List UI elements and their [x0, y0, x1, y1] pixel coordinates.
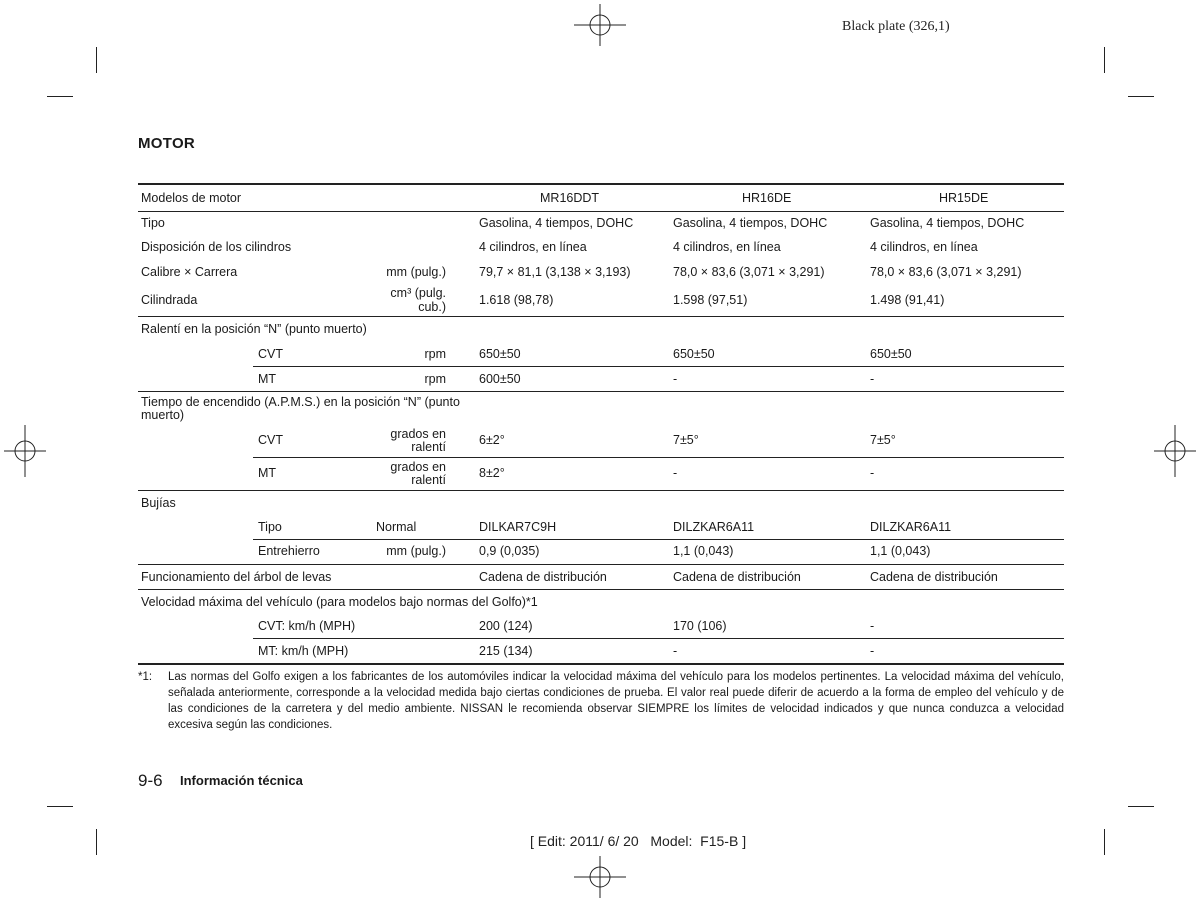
table-cell: DILZKAR6A11 — [673, 520, 755, 534]
unit-label: grados en — [390, 427, 446, 441]
unit-label: Normal — [376, 520, 417, 534]
table-cell: Cadena de distribución — [870, 570, 998, 584]
crop-mark — [1128, 96, 1154, 97]
table-cell: Gasolina, 4 tiempos, DOHC — [870, 216, 1025, 230]
sub-row-label: Entrehierro — [258, 544, 320, 558]
row-label: Disposición de los cilindros — [141, 240, 292, 254]
sub-row-label: Tipo — [258, 520, 282, 534]
footnote-mark: *1: — [138, 671, 153, 683]
row-divider — [138, 316, 1064, 317]
row-label: muerto) — [141, 408, 185, 422]
table-cell: 4 cilindros, en línea — [673, 240, 781, 254]
table-cell: Cadena de distribución — [673, 570, 801, 584]
row-label: Ralentí en la posición “N” (punto muerto) — [141, 322, 367, 336]
header-model: MR16DDT — [540, 191, 600, 205]
page-number: 9-6 — [138, 771, 163, 790]
sub-row-divider — [253, 366, 1064, 367]
plate-label: Black plate (326,1) — [842, 19, 950, 34]
registration-mark-icon — [574, 856, 626, 898]
table-cell: - — [870, 619, 875, 633]
table-cell: - — [870, 644, 875, 658]
table-cell: 1,1 (0,043) — [870, 544, 931, 558]
unit-label: mm (pulg.) — [386, 544, 446, 558]
table-cell: 1.618 (98,78) — [479, 293, 554, 307]
sub-row-label: MT — [258, 466, 277, 480]
sub-row-label: CVT — [258, 433, 283, 447]
table-cell: 78,0 × 83,6 (3,071 × 3,291) — [870, 265, 1022, 279]
footnote-text: Las normas del Golfo exigen a los fabricantes de los automóviles indicar la velocidad máxima del vehículo para los modelos pertinentes. La velocidad máxima del vehículo, señalada anteriormente, corresponde a la velocidad medida bajo ciertas condiciones de prueba. El valor real puede diferir de acuerdo a la forma de empleo del vehículo y de las condiciones de la carretera y del medio ambiente. NISSAN le recomienda observar SIEMPRE los límites de velocidad indicados y que nunca conduzca a velocidad excesiva según las condiciones. — [168, 671, 1064, 731]
sub-row-label: MT — [258, 372, 277, 386]
table-cell: 1.598 (97,51) — [673, 293, 748, 307]
table-cell: 7±5° — [870, 433, 896, 447]
table-cell: DILKAR7C9H — [479, 520, 557, 534]
row-label: Velocidad máxima del vehículo (para modelos bajo normas del Golfo)*1 — [141, 595, 538, 609]
unit-label: ralentí — [411, 473, 446, 487]
sub-row-divider — [253, 638, 1064, 639]
table-top-rule — [138, 183, 1064, 185]
sub-row-label: MT: km/h (MPH) — [258, 644, 349, 658]
table-cell: - — [673, 466, 678, 480]
edit-line: [ Edit: 2011/ 6/ 20 Model: F15-B ] — [530, 833, 747, 849]
row-divider — [138, 391, 1064, 392]
sub-row-label: CVT — [258, 347, 283, 361]
crop-mark — [47, 806, 73, 807]
page-title: MOTOR — [138, 135, 196, 152]
header-rule — [138, 211, 1064, 212]
crop-mark — [1104, 47, 1105, 73]
table-cell: 650±50 — [870, 347, 912, 361]
header-model: HR15DE — [939, 191, 989, 205]
table-cell: 4 cilindros, en línea — [479, 240, 587, 254]
row-label: Tiempo de encendido (A.P.M.S.) en la posición “N” (punto — [141, 395, 460, 409]
row-label: Bujías — [141, 496, 176, 510]
table-cell: Cadena de distribución — [479, 570, 607, 584]
table-cell: 215 (134) — [479, 644, 533, 658]
crop-mark — [1104, 829, 1105, 855]
table-cell: 79,7 × 81,1 (3,138 × 3,193) — [479, 265, 631, 279]
sub-row-label: CVT: km/h (MPH) — [258, 619, 356, 633]
table-cell: 6±2° — [479, 433, 505, 447]
crop-mark — [47, 96, 73, 97]
section-title: Información técnica — [180, 773, 303, 788]
unit-label: cub.) — [418, 300, 446, 314]
row-label: Cilindrada — [141, 293, 198, 307]
sub-row-divider — [253, 457, 1064, 458]
header-model: HR16DE — [742, 191, 792, 205]
unit-label: ralentí — [411, 440, 446, 454]
registration-mark-icon — [574, 4, 626, 46]
table-cell: 0,9 (0,035) — [479, 544, 540, 558]
header-label: Modelos de motor — [141, 191, 242, 205]
table-cell: 170 (106) — [673, 619, 727, 633]
table-cell: 7±5° — [673, 433, 699, 447]
unit-label: rpm — [424, 347, 446, 361]
table-cell: 650±50 — [479, 347, 521, 361]
sub-row-divider — [253, 539, 1064, 540]
crop-mark — [96, 47, 97, 73]
row-divider — [138, 490, 1064, 491]
unit-label: rpm — [424, 372, 446, 386]
table-cell: 78,0 × 83,6 (3,071 × 3,291) — [673, 265, 825, 279]
row-label: Tipo — [141, 216, 165, 230]
table-cell: 1,1 (0,043) — [673, 544, 734, 558]
table-cell: - — [870, 372, 875, 386]
table-cell: - — [673, 372, 678, 386]
table-cell: - — [673, 644, 678, 658]
table-cell: 200 (124) — [479, 619, 533, 633]
row-label: Funcionamiento del árbol de levas — [141, 570, 332, 584]
unit-label: grados en — [390, 460, 446, 474]
registration-mark-icon — [4, 425, 46, 477]
row-divider — [138, 564, 1064, 565]
table-cell: Gasolina, 4 tiempos, DOHC — [479, 216, 634, 230]
crop-mark — [96, 829, 97, 855]
table-cell: 650±50 — [673, 347, 715, 361]
crop-mark — [1128, 806, 1154, 807]
registration-mark-icon — [1154, 425, 1196, 477]
table-cell: 4 cilindros, en línea — [870, 240, 978, 254]
row-label: Calibre × Carrera — [141, 265, 238, 279]
table-cell: DILZKAR6A11 — [870, 520, 952, 534]
row-divider — [138, 589, 1064, 590]
table-cell: - — [870, 466, 875, 480]
table-cell: 1.498 (91,41) — [870, 293, 945, 307]
table-cell: 600±50 — [479, 372, 521, 386]
table-cell: 8±2° — [479, 466, 505, 480]
table-cell: Gasolina, 4 tiempos, DOHC — [673, 216, 828, 230]
unit-label: mm (pulg.) — [386, 265, 446, 279]
table-bottom-rule — [138, 663, 1064, 665]
unit-label: cm³ (pulg. — [390, 286, 446, 300]
